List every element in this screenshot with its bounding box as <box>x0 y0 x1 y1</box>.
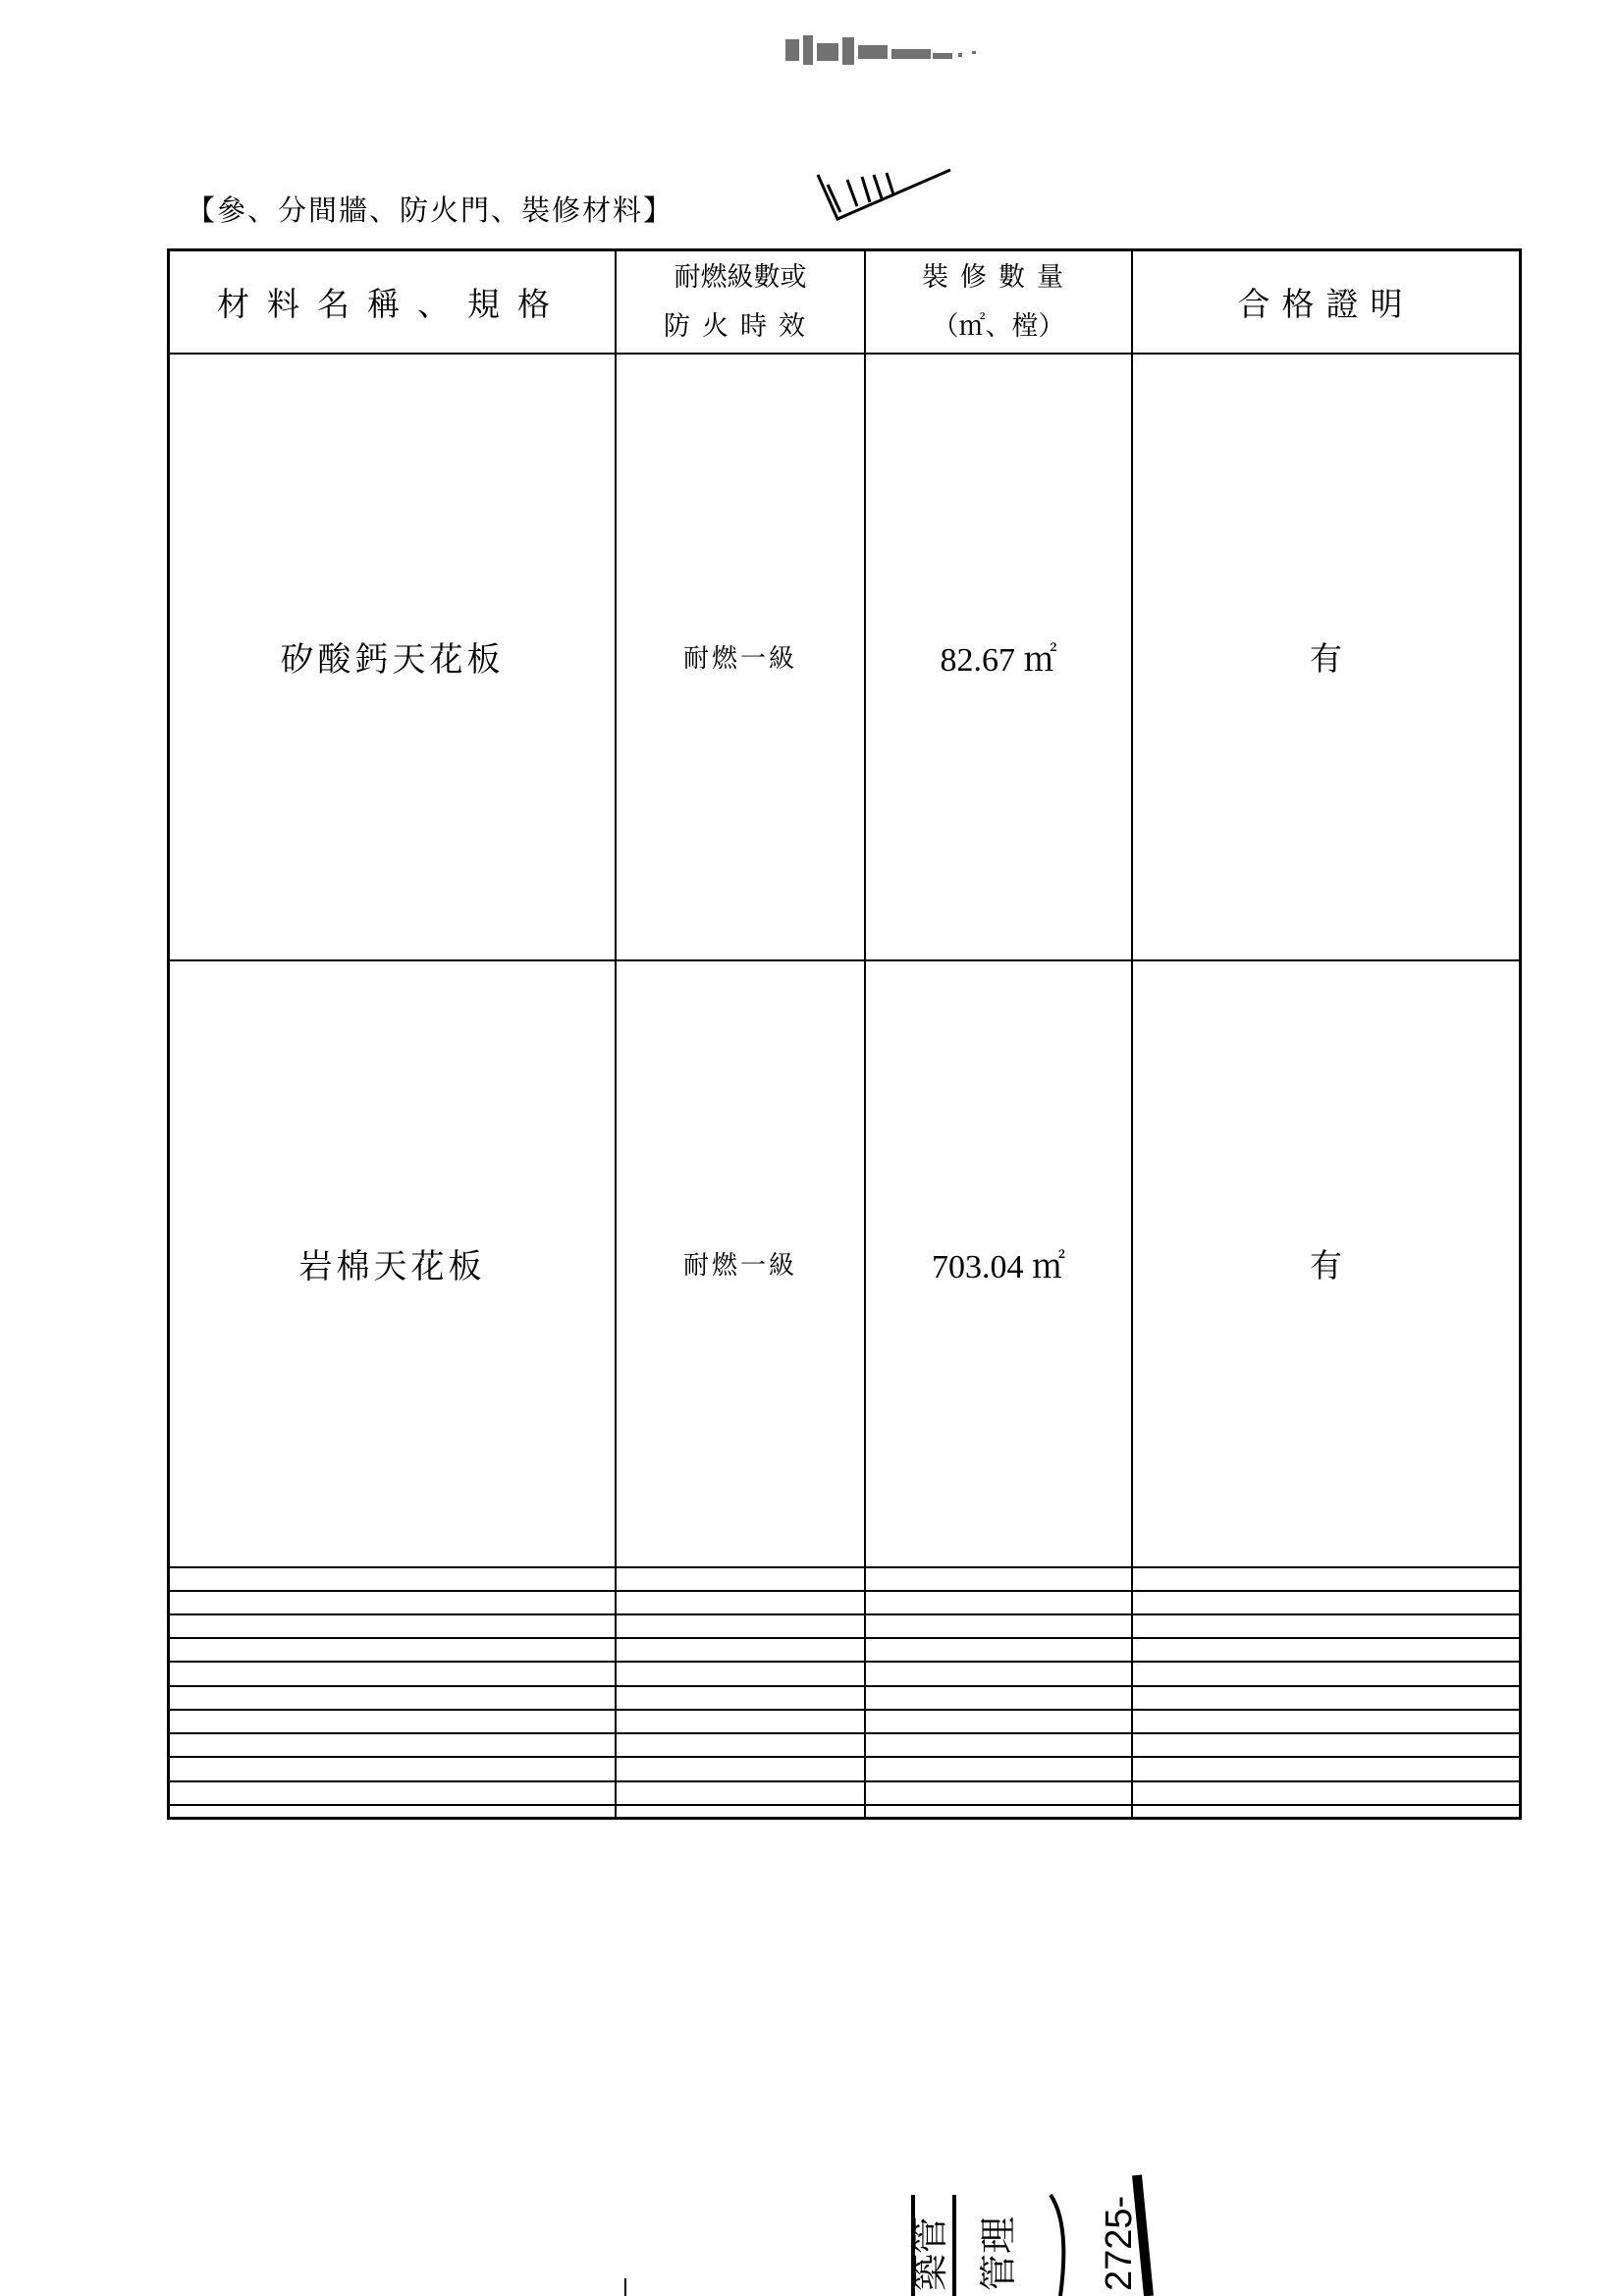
header-certificate <box>1132 251 1519 354</box>
cell-fire-rating <box>616 1805 865 1817</box>
header-fire-rating <box>616 251 865 354</box>
table-row <box>170 1614 1519 1638</box>
seal-text-c: 2725- <box>1099 2195 1140 2291</box>
cell-certificate <box>1132 1614 1519 1638</box>
cell-quantity: 703.04 ㎡ <box>865 960 1132 1567</box>
table-row <box>170 1781 1519 1805</box>
cell-fire-rating <box>616 1662 865 1685</box>
stamp-mark-angled <box>813 165 960 229</box>
header-certificate-label: 合格證明 <box>1237 285 1415 323</box>
header-fire-rating-line2: 防火時效 <box>664 310 817 342</box>
table-row <box>170 1567 1519 1591</box>
cell-quantity <box>865 1591 1132 1614</box>
table-row <box>170 960 1519 1567</box>
cell-certificate <box>1132 1567 1519 1591</box>
cell-fire-rating <box>616 1781 865 1805</box>
cell-quantity <box>865 1805 1132 1817</box>
table-row <box>170 1733 1519 1757</box>
table-row <box>170 1805 1519 1817</box>
cell-quantity <box>865 1733 1132 1757</box>
cell-material-name <box>170 1686 616 1710</box>
cell-material-name <box>170 1591 616 1614</box>
cell-quantity <box>865 1614 1132 1638</box>
header-material-name-label: 材料名稱、規格 <box>217 285 567 323</box>
stamp-mark-top <box>785 29 1041 79</box>
section-title: 【參、分間牆、防火門、裝修材料】 <box>187 193 674 227</box>
cell-certificate <box>1132 1781 1519 1805</box>
cell-certificate <box>1132 1733 1519 1757</box>
cell-fire-rating <box>616 1733 865 1757</box>
cell-material-name <box>170 1567 616 1591</box>
cell-quantity <box>865 1638 1132 1662</box>
table-row <box>170 354 1519 960</box>
cell-material-name <box>170 1733 616 1757</box>
cell-fire-rating: 耐燃一級 <box>616 960 865 1567</box>
cell-fire-rating: 耐燃一級 <box>616 354 865 960</box>
cell-fire-rating <box>616 1757 865 1780</box>
cell-quantity <box>865 1662 1132 1685</box>
bottom-mark <box>624 2278 626 2296</box>
cell-certificate: 有 <box>1132 354 1519 960</box>
header-quantity-line2: （㎡、樘） <box>932 310 1065 342</box>
cell-certificate <box>1132 1662 1519 1685</box>
cell-material-name <box>170 1757 616 1780</box>
cell-certificate <box>1132 1757 1519 1780</box>
header-quantity-line1: 裝修數量 <box>922 261 1075 293</box>
cell-material-name <box>170 1638 616 1662</box>
cell-quantity <box>865 1757 1132 1780</box>
cell-fire-rating <box>616 1567 865 1591</box>
cell-fire-rating <box>616 1686 865 1710</box>
cell-quantity: 82.67 ㎡ <box>865 354 1132 960</box>
cell-fire-rating <box>616 1614 865 1638</box>
cell-quantity <box>865 1567 1132 1591</box>
header-material-name <box>170 251 616 354</box>
cell-material-name <box>170 1662 616 1685</box>
cell-certificate <box>1132 1686 1519 1710</box>
cell-quantity <box>865 1686 1132 1710</box>
table-row <box>170 1662 1519 1685</box>
cell-fire-rating <box>616 1591 865 1614</box>
cell-material-name <box>170 1710 616 1733</box>
header-fire-rating-line1: 耐燃級數或 <box>674 261 807 293</box>
cell-certificate <box>1132 1805 1519 1817</box>
official-seal <box>903 2156 1159 2296</box>
seal-text-b: 管理 <box>977 2215 1020 2291</box>
cell-quantity <box>865 1781 1132 1805</box>
cell-certificate: 有 <box>1132 960 1519 1567</box>
cell-fire-rating <box>616 1638 865 1662</box>
cell-material-name: 矽酸鈣天花板 <box>170 354 616 960</box>
cell-material-name <box>170 1614 616 1638</box>
cell-material-name <box>170 1805 616 1817</box>
cell-fire-rating <box>616 1710 865 1733</box>
cell-quantity <box>865 1710 1132 1733</box>
table-row <box>170 1686 1519 1710</box>
table-row <box>170 1757 1519 1780</box>
cell-material-name: 岩棉天花板 <box>170 960 616 1567</box>
table-row <box>170 1710 1519 1733</box>
materials-table <box>167 248 1522 1820</box>
seal-text-a: 築管 <box>908 2215 951 2291</box>
table-row <box>170 1638 1519 1662</box>
cell-certificate <box>1132 1591 1519 1614</box>
cell-certificate <box>1132 1710 1519 1733</box>
cell-material-name <box>170 1781 616 1805</box>
header-quantity <box>865 251 1132 354</box>
table-row <box>170 1591 1519 1614</box>
cell-certificate <box>1132 1638 1519 1662</box>
